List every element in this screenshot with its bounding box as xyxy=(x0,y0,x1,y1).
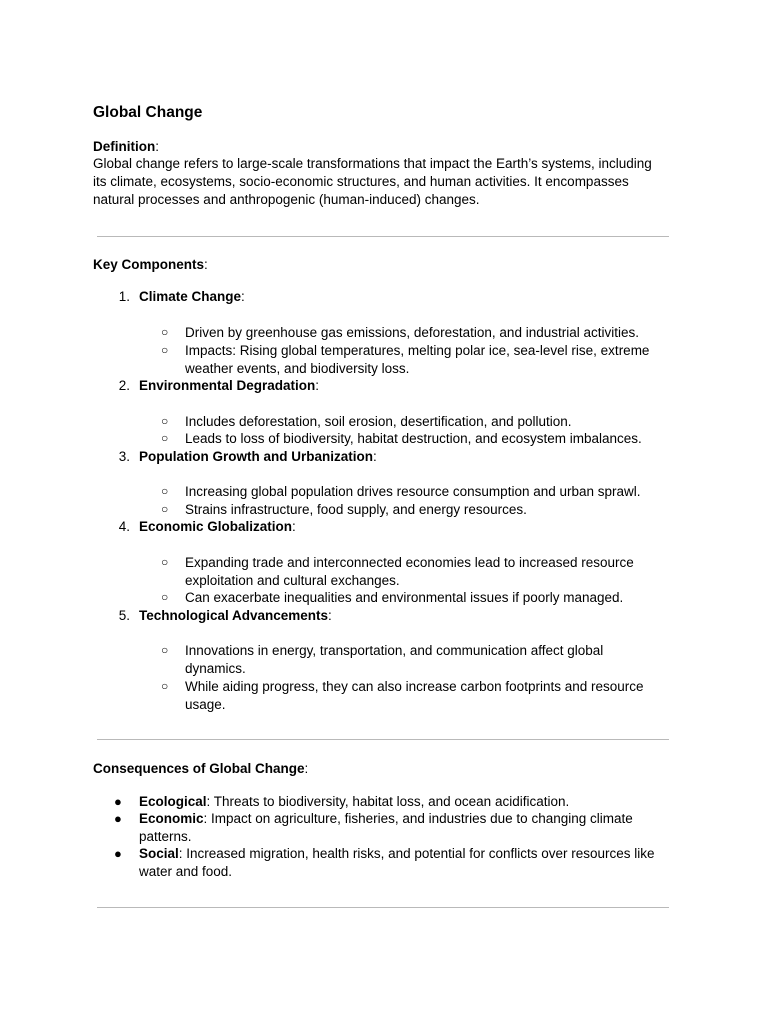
sub-bullet-icon: ○ xyxy=(161,590,169,604)
section-divider-2 xyxy=(97,739,669,740)
list-item-colon: : xyxy=(373,449,377,464)
list-item-label: Technological Advancements xyxy=(139,608,329,623)
sub-list-item: Innovations in energy, transportation, and communication affect global dynamics. xyxy=(185,643,604,676)
bullet-item-text: : Impact on agriculture, fisheries, and industries due to changing climate patterns. xyxy=(139,811,633,844)
sub-bullet-icon: ○ xyxy=(161,555,169,569)
list-item-label: Environmental Degradation xyxy=(139,378,316,393)
definition-text: Global change refers to large-scale transformations that impact the Earth’s systems, including its climate, ecosystems, socio-economic structures, and human activities. It encompasses natural processes and anthropogenic (human-induced) changes. xyxy=(93,156,652,207)
list-item-label: Climate Change xyxy=(139,289,242,304)
bullet-item-label: Ecological xyxy=(139,794,207,809)
section-divider-1 xyxy=(97,236,669,237)
sub-list-item: Leads to loss of biodiversity, habitat destruction, and ecosystem imbalances. xyxy=(185,431,642,446)
bullet-icon: ● xyxy=(114,846,122,861)
sub-bullet-icon: ○ xyxy=(161,343,169,357)
key-components-heading xyxy=(93,256,683,274)
definition-label: Definition xyxy=(93,139,156,154)
sub-list-item: Driven by greenhouse gas emissions, deforestation, and industrial activities. xyxy=(185,325,639,340)
sub-bullet-icon: ○ xyxy=(161,679,169,693)
document-title: Global Change xyxy=(93,104,203,121)
sub-list-item: Increasing global population drives resource consumption and urban sprawl. xyxy=(185,484,641,499)
sub-bullet-icon: ○ xyxy=(161,414,169,428)
list-item-number: 4. xyxy=(118,519,130,534)
sub-list-item: Expanding trade and interconnected economies lead to increased resource exploitation and cultural exchanges. xyxy=(185,555,634,588)
list-item-heading xyxy=(139,448,377,466)
list-item-colon: : xyxy=(241,289,245,304)
list-item-number: 5. xyxy=(118,608,130,623)
bullet-list-item xyxy=(139,845,669,880)
sub-list-item: Impacts: Rising global temperatures, melting polar ice, sea-level rise, extreme weather events, and biodiversity loss. xyxy=(185,343,650,376)
sub-bullet-icon: ○ xyxy=(161,643,169,657)
sub-bullet-icon: ○ xyxy=(161,502,169,516)
bullet-list-item xyxy=(139,810,669,845)
list-item-heading xyxy=(139,377,319,395)
sub-bullet-icon: ○ xyxy=(161,484,169,498)
sub-bullet-icon: ○ xyxy=(161,431,169,445)
bullet-item-label: Social xyxy=(139,846,179,861)
section-divider-3 xyxy=(97,907,669,908)
definition-colon: : xyxy=(155,139,160,154)
consequences-heading xyxy=(93,760,683,778)
sub-list-item: Includes deforestation, soil erosion, desertification, and pollution. xyxy=(185,414,572,429)
list-item-number: 3. xyxy=(118,449,130,464)
sub-list-item: Can exacerbate inequalities and environmental issues if poorly managed. xyxy=(185,590,624,605)
sub-list-item: Strains infrastructure, food supply, and energy resources. xyxy=(185,502,527,517)
bullet-item-label: Economic xyxy=(139,811,204,826)
sub-bullet-icon: ○ xyxy=(161,325,169,339)
list-item-heading xyxy=(139,288,245,306)
list-item-number: 1. xyxy=(118,289,130,304)
bullet-item-text: : Threats to biodiversity, habitat loss, and ocean acidification. xyxy=(206,794,570,809)
bullet-item-text: : Increased migration, health risks, and potential for conflicts over resources like water and food. xyxy=(139,846,655,879)
list-item-heading xyxy=(139,518,296,536)
list-item-heading xyxy=(139,607,332,625)
list-item-colon: : xyxy=(328,608,332,623)
bullet-list-item xyxy=(139,793,669,811)
list-item-label: Economic Globalization xyxy=(139,519,293,534)
list-item-colon: : xyxy=(315,378,320,393)
consequences-colon: : xyxy=(304,761,309,776)
list-item-number: 2. xyxy=(118,378,130,393)
definition-heading xyxy=(93,138,683,156)
list-item-colon: : xyxy=(292,519,296,534)
bullet-icon: ● xyxy=(114,794,122,809)
consequences-label: Consequences of Global Change xyxy=(93,761,305,776)
sub-list-item: While aiding progress, they can also increase carbon footprints and resource usage. xyxy=(185,679,644,712)
bullet-icon: ● xyxy=(114,811,122,826)
key-components-label: Key Components xyxy=(93,257,205,272)
key-components-colon: : xyxy=(204,257,208,272)
list-item-label: Population Growth and Urbanization xyxy=(139,449,373,464)
